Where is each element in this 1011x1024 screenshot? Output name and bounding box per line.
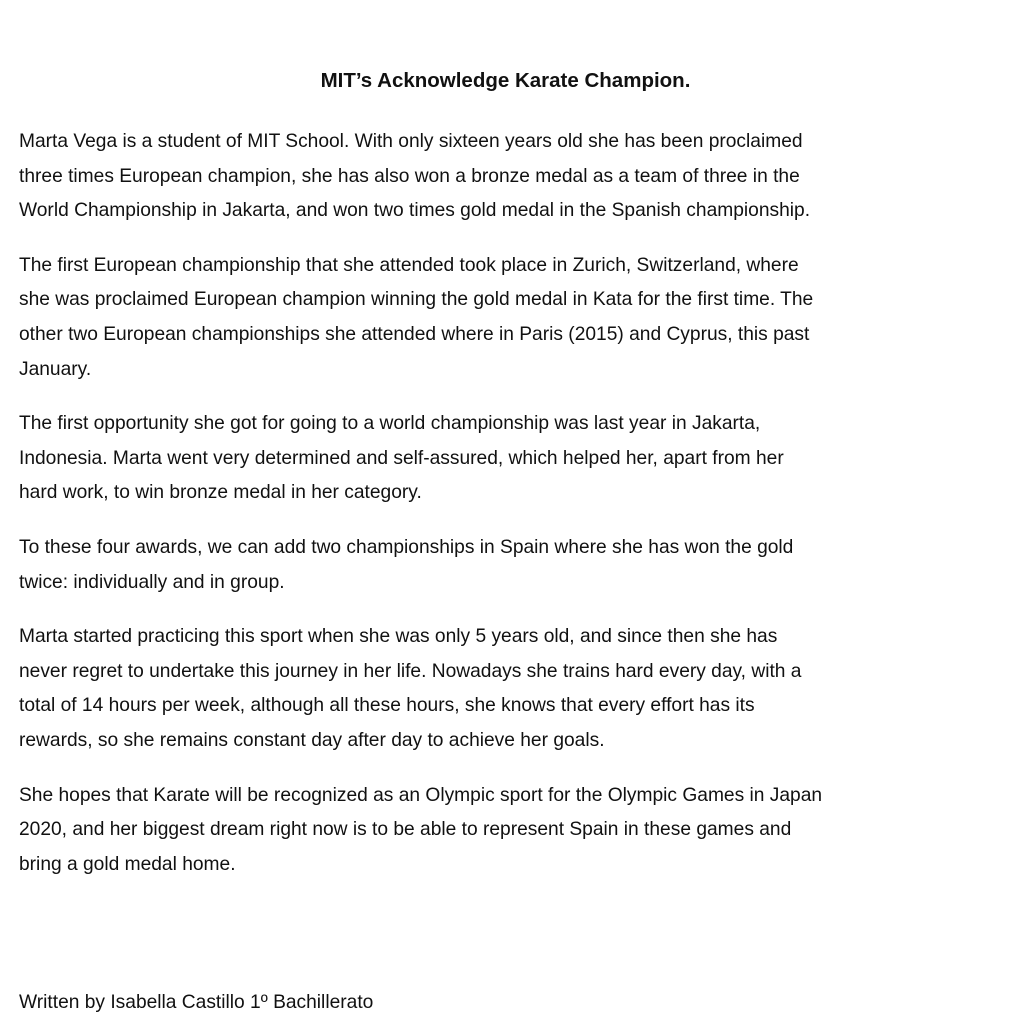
paragraph-line: other two European championships she attended where in Paris (2015) and Cyprus, this past xyxy=(19,323,810,345)
paragraph-line: total of 14 hours per week, although all these hours, she knows that every effort has its xyxy=(19,695,755,717)
paragraph-line: rewards, so she remains constant day after day to achieve her goals. xyxy=(19,729,605,751)
paragraph-line: she was proclaimed European champion winning the gold medal in Kata for the first time. The xyxy=(19,289,814,311)
paragraph-line: Marta Vega is a student of MIT School. With only sixteen years old she has been proclaimed xyxy=(19,131,803,152)
paragraph-line: To these four awards, we can add two championships in Spain where she has won the gold xyxy=(19,536,794,558)
paragraph-line: three times European champion, she has also won a bronze medal as a team of three in the xyxy=(19,165,800,187)
paragraph-line: World Championship in Jakarta, and won two times gold medal in the Spanish championship. xyxy=(19,200,811,222)
paragraph-line: never regret to undertake this journey in her life. Nowadays she trains hard every day, with a xyxy=(19,660,802,682)
paragraph-line: The first European championship that she attended took place in Zurich, Switzerland, where xyxy=(19,254,799,276)
paragraph-line: bring a gold medal home. xyxy=(19,853,236,875)
paragraph-6 xyxy=(19,779,994,883)
paragraph-line: hard work, to win bronze medal in her category. xyxy=(19,482,422,504)
paragraph-line: Indonesia. Marta went very determined and self-assured, which helped her, apart from her xyxy=(19,447,784,469)
article-body xyxy=(19,125,994,902)
paragraph-line: Marta started practicing this sport when she was only 5 years old, and since then she has xyxy=(19,626,778,648)
paragraph-1 xyxy=(19,125,994,229)
paragraph-line: She hopes that Karate will be recognized as an Olympic sport for the Olympic Games in Japan xyxy=(19,784,823,806)
paragraph-line: The first opportunity she got for going to a world championship was last year in Jakarta, xyxy=(19,413,761,435)
paragraph-3 xyxy=(19,407,994,511)
paragraph-4 xyxy=(19,531,994,600)
paragraph-2 xyxy=(19,249,994,387)
paragraph-5 xyxy=(19,620,994,758)
paragraph-line: 2020, and her biggest dream right now is to be able to represent Spain in these games and xyxy=(19,819,792,841)
paragraph-line: twice: individually and in group. xyxy=(19,571,285,593)
author-byline: Written by Isabella Castillo 1º Bachillerato xyxy=(19,992,374,1013)
paragraph-line: January. xyxy=(19,358,92,380)
article-title: MIT’s Acknowledge Karate Champion. xyxy=(320,69,691,92)
